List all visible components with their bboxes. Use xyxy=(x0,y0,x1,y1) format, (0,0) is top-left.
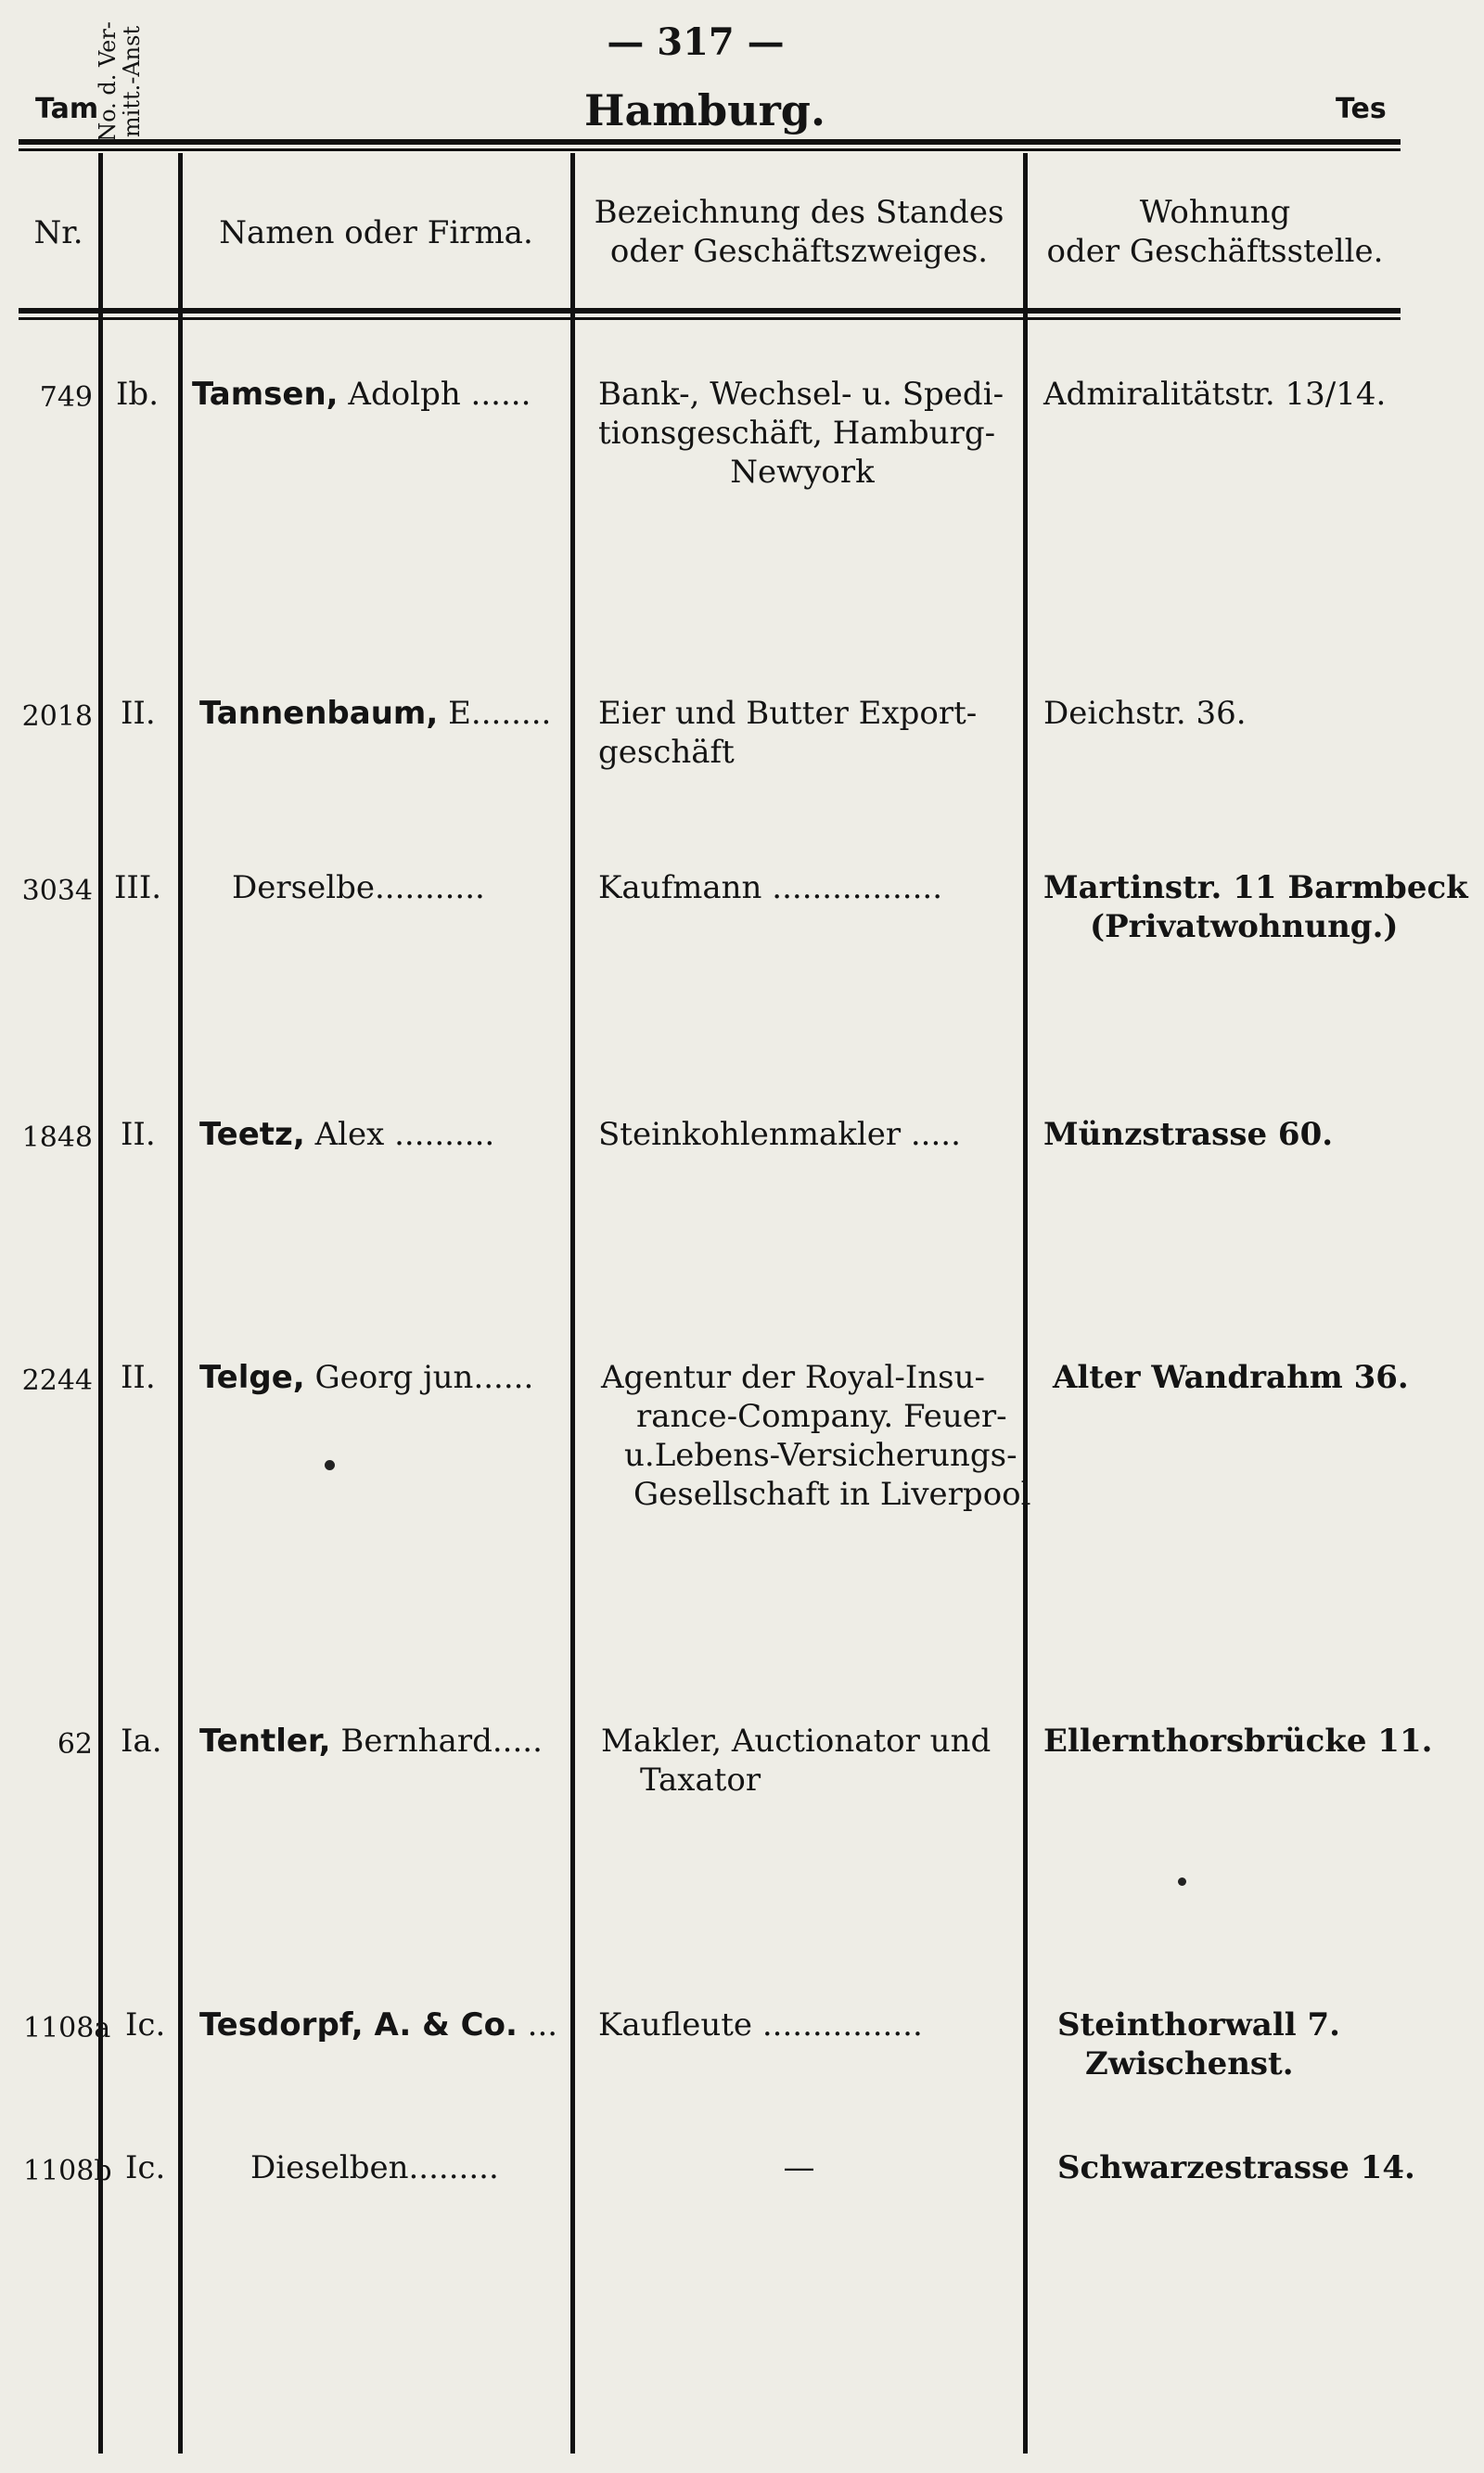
entry-wohnung-line: Ellernthorsbrücke 11. xyxy=(1043,1723,1433,1760)
entry-wohnung-line: Martinstr. 11 Barmbeck xyxy=(1043,869,1468,906)
entry-name xyxy=(250,2148,499,2187)
entry-stand-line: — xyxy=(783,2149,815,2186)
header-nr: Nr. xyxy=(33,214,83,251)
top-rule xyxy=(19,139,1401,145)
city-title: Hamburg. xyxy=(584,85,825,135)
entry-wohnung-line: (Privatwohnung.) xyxy=(1090,908,1399,945)
header-bottom-rule xyxy=(19,308,1401,314)
ink-speck xyxy=(1178,1877,1186,1886)
entry-name-bold: Tannenbaum, xyxy=(199,695,439,732)
entry-stand xyxy=(598,1115,961,1154)
entry-name-rest: Dieselben......... xyxy=(250,2149,499,2186)
entry-name xyxy=(199,1722,543,1761)
entry-wohnung xyxy=(1043,868,1468,946)
entry-anst: II. xyxy=(121,1116,156,1153)
entry-anst: II. xyxy=(121,695,156,732)
header-wohnung-line1: Wohnung xyxy=(1139,194,1291,231)
header-wohnung xyxy=(1030,193,1401,271)
header-stand xyxy=(575,193,1023,271)
entry-anst: Ic. xyxy=(125,2006,166,2044)
entry-name-rest: Alex .......... xyxy=(304,1116,495,1153)
entry-stand-line: Kaufleute ................ xyxy=(598,2006,923,2044)
entry-stand-line: Steinkohlenmakler ..... xyxy=(598,1116,961,1153)
entry-anst: Ia. xyxy=(121,1723,162,1760)
entry-wohnung-line: Zwischenst. xyxy=(1085,2045,1294,2082)
entry-stand-line: geschäft xyxy=(598,734,735,771)
running-head-right: Tes xyxy=(1336,93,1387,125)
entry-stand-line: Kaufmann ................. xyxy=(598,869,942,906)
entry-nr: 2244 xyxy=(21,1365,93,1397)
entry-stand xyxy=(575,2148,1023,2187)
entry-stand xyxy=(598,868,942,907)
header-vermittlungsanstalt: No. d. Ver-mitt.-Anst xyxy=(95,21,145,142)
divider-nr xyxy=(98,153,103,2454)
entry-stand-line: Bank-, Wechsel- u. Spedi- xyxy=(598,376,1004,413)
entry-stand xyxy=(601,1722,991,1800)
ink-speck xyxy=(325,1460,335,1470)
entry-wohnung-line: Alter Wandrahm 36. xyxy=(1053,1359,1409,1396)
running-head-left: Tam xyxy=(35,93,99,125)
entry-stand-line: rance-Company. Feuer- xyxy=(636,1398,1007,1435)
entry-wohnung xyxy=(1043,1115,1333,1154)
entry-name-bold: Tentler, xyxy=(199,1723,331,1760)
header-name: Namen oder Firma. xyxy=(219,214,533,251)
entry-nr: 1108b xyxy=(23,2155,112,2187)
entry-anst: Ic. xyxy=(125,2149,166,2186)
entry-name-bold: Tamsen, xyxy=(192,376,339,413)
entry-name xyxy=(199,694,551,733)
entry-name-bold: Telge, xyxy=(199,1359,305,1396)
entry-name xyxy=(232,868,485,907)
entry-stand-line: Gesellschaft in Liverpool xyxy=(633,1476,1031,1513)
entry-name-rest: Georg jun...... xyxy=(304,1359,534,1396)
entry-stand-line: Taxator xyxy=(640,1762,761,1799)
entry-anst: III. xyxy=(114,869,162,906)
entry-wohnung-line: Admiralitätstr. 13/14. xyxy=(1043,376,1387,413)
entry-wohnung-line: Schwarzestrasse 14. xyxy=(1057,2149,1415,2186)
entry-stand xyxy=(598,694,977,772)
entry-wohnung-line: Deichstr. 36. xyxy=(1043,695,1247,732)
entry-nr: 62 xyxy=(57,1728,93,1761)
entry-wohnung-line: Steinthorwall 7. xyxy=(1057,2006,1341,2044)
top-rule-thin xyxy=(19,148,1401,151)
entry-name-bold: Tesdorpf, A. & Co. xyxy=(199,2006,518,2044)
header-stand-line1: Bezeichnung des Standes xyxy=(594,194,1004,231)
page-number: — 317 — xyxy=(607,20,785,64)
header-wohnung-line2: oder Geschäftsstelle. xyxy=(1046,233,1384,270)
entry-wohnung xyxy=(1043,375,1386,414)
entry-stand-line: tionsgeschäft, Hamburg- xyxy=(598,415,996,452)
entry-name-rest: Derselbe........... xyxy=(232,869,485,906)
entry-wohnung xyxy=(1043,694,1247,733)
entry-stand-line: Makler, Auctionator und xyxy=(601,1723,991,1760)
entry-anst: Ib. xyxy=(116,376,160,413)
entry-nr: 1108a xyxy=(23,2012,111,2044)
divider-anst xyxy=(178,153,183,2454)
divider-stand xyxy=(1023,153,1028,2454)
entry-stand-line: Eier und Butter Export- xyxy=(598,695,978,732)
entry-stand xyxy=(601,1358,1031,1514)
entry-stand-line: Newyork xyxy=(730,454,875,491)
entry-name-rest: E........ xyxy=(438,695,552,732)
entry-stand xyxy=(598,2005,923,2044)
entry-wohnung xyxy=(1057,2148,1415,2187)
entry-stand xyxy=(598,375,1006,492)
header-bottom-rule-thin xyxy=(19,317,1401,320)
entry-stand-line: Agentur der Royal-Insu- xyxy=(601,1359,985,1396)
divider-name xyxy=(570,153,575,2454)
entry-wohnung xyxy=(1043,1722,1432,1761)
entry-stand-line: u.Lebens-Versicherungs- xyxy=(624,1437,1017,1474)
entry-name xyxy=(192,375,531,414)
entry-name-rest: Bernhard..... xyxy=(330,1723,543,1760)
entry-anst: II. xyxy=(121,1359,156,1396)
entry-nr: 749 xyxy=(39,381,93,414)
entry-name xyxy=(199,2005,557,2044)
entry-name xyxy=(199,1358,533,1397)
entry-wohnung xyxy=(1053,1358,1409,1397)
header-stand-line2: oder Geschäftszweiges. xyxy=(609,233,989,270)
entry-wohnung-line: Münzstrasse 60. xyxy=(1043,1116,1334,1153)
entry-name-bold: Teetz, xyxy=(199,1116,305,1153)
entry-nr: 3034 xyxy=(21,875,93,907)
entry-nr: 1848 xyxy=(21,1121,93,1154)
entry-name-rest: ... xyxy=(517,2006,558,2044)
entry-wohnung xyxy=(1057,2005,1340,2083)
entry-name-rest: Adolph ...... xyxy=(338,376,531,413)
entry-name xyxy=(199,1115,494,1154)
entry-nr: 2018 xyxy=(21,700,93,733)
